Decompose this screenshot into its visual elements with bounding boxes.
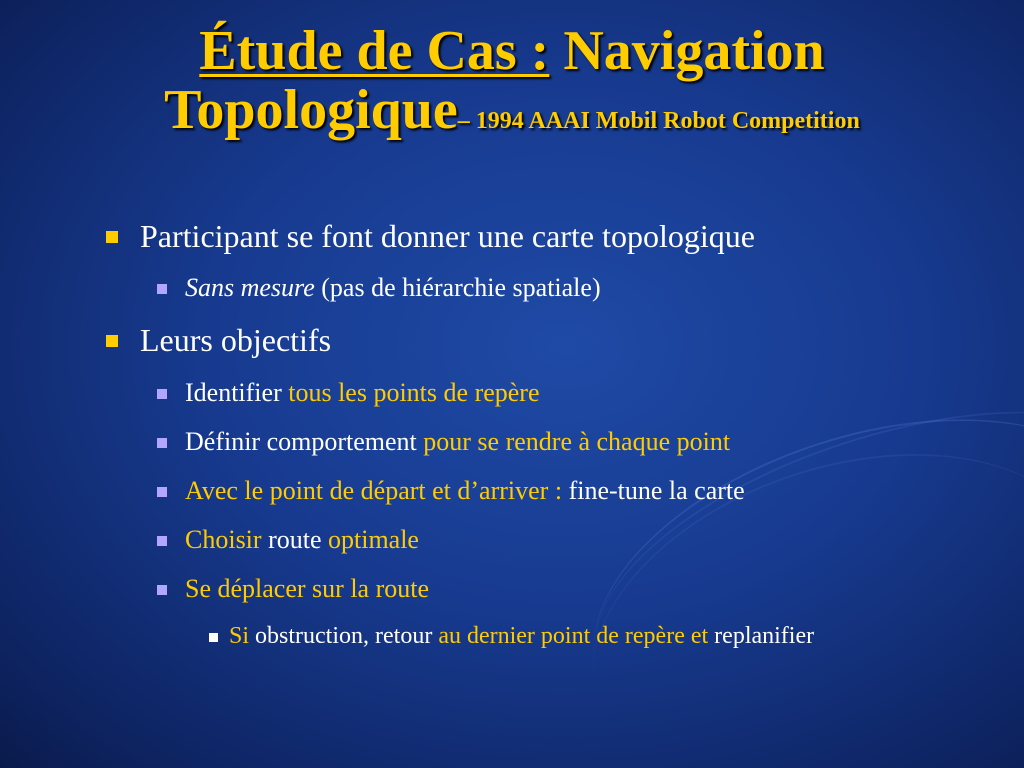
sub-bullet-identifier	[185, 378, 540, 408]
square-bullet-icon	[157, 536, 167, 546]
bullet-text: route	[261, 525, 328, 554]
bullet-text-highlight: optimale	[328, 525, 419, 554]
sub-bullet-sans-mesure	[185, 273, 601, 303]
sub-bullet-definir	[185, 427, 730, 457]
bullet-item-participant	[140, 218, 755, 255]
bullet-item-objectifs	[140, 322, 331, 359]
bullet-text: (pas de hiérarchie spatiale)	[314, 273, 601, 302]
title-main-line-2: Topologique	[164, 78, 458, 141]
sub-sub-bullet-obstruction	[229, 623, 814, 650]
square-bullet-icon	[157, 284, 167, 294]
title-rest: Navigation	[549, 20, 825, 82]
slide-title	[0, 22, 1024, 140]
bullet-text-highlight: pour se rendre à chaque point	[423, 427, 731, 456]
bullet-text: Participant se font donner une carte topologique	[140, 218, 755, 254]
square-bullet-icon	[157, 438, 167, 448]
square-bullet-icon	[157, 487, 167, 497]
title-underlined: Étude de Cas :	[199, 20, 550, 82]
square-bullet-icon	[157, 585, 167, 595]
bullet-text: Leurs objectifs	[140, 322, 332, 358]
sub-bullet-avec	[185, 476, 745, 506]
square-bullet-icon	[106, 335, 118, 347]
title-subtitle: – 1994 AAAI Mobil Robot Competition	[457, 107, 860, 134]
bullet-text-highlight: tous les points de repère	[288, 378, 540, 407]
bullet-text-highlight: Choisir	[185, 525, 262, 554]
sub-bullet-choisir	[185, 525, 419, 555]
bullet-text-italic: Sans mesure	[185, 273, 315, 302]
bullet-text-highlight: Avec le point de départ et d’arriver :	[185, 476, 569, 505]
bullet-text-highlight: Se déplacer sur la route	[185, 574, 430, 603]
bullet-text: fine-tune la carte	[568, 476, 745, 505]
bullet-text-highlight: au dernier point de repère et	[438, 623, 709, 649]
bullet-text: replanifier	[708, 623, 815, 649]
sub-bullet-deplacer	[185, 574, 429, 604]
bullet-text: Identifier	[185, 378, 289, 407]
bullet-text: obstruction, retour	[249, 623, 439, 649]
square-bullet-icon	[209, 633, 218, 642]
square-bullet-icon	[157, 389, 167, 399]
square-bullet-icon	[106, 231, 118, 243]
bullet-text-highlight: Si	[229, 623, 250, 649]
title-line-1	[0, 22, 1024, 81]
bullet-text: Définir comportement	[185, 427, 424, 456]
